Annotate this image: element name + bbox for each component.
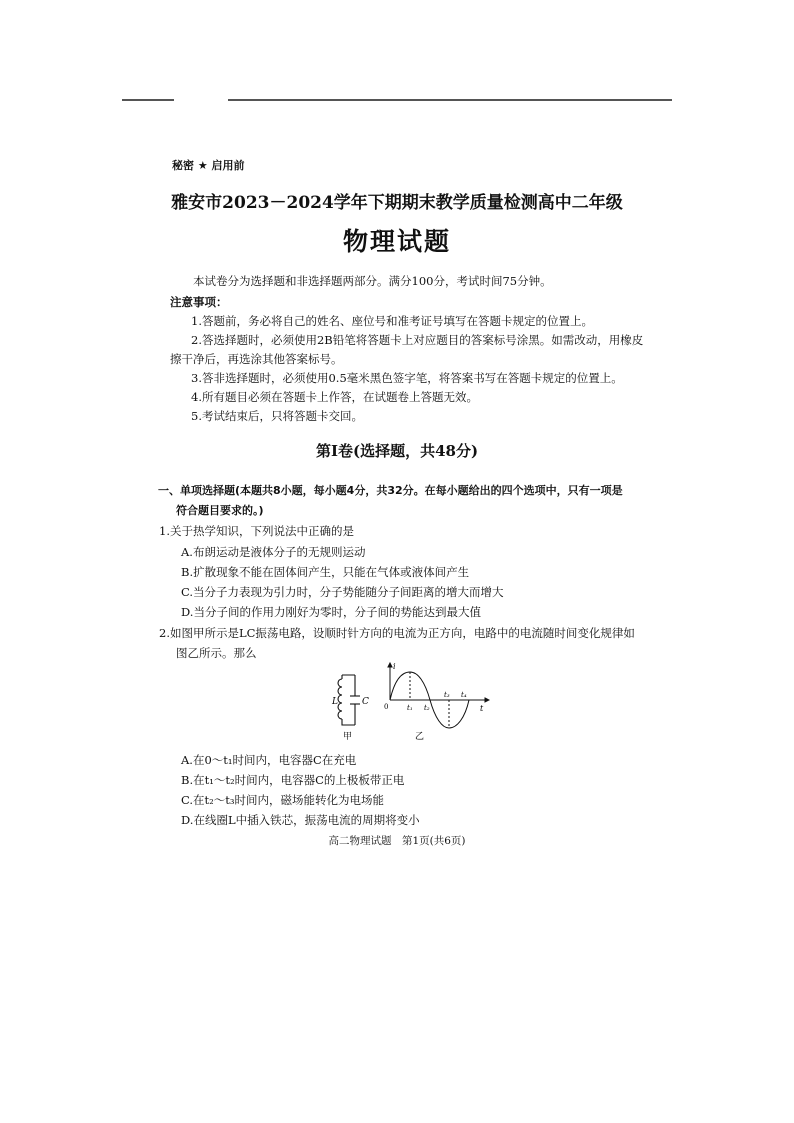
label-l: L [332,697,338,707]
q2-option-b: B.在t₁～t₂时间内，电容器C的上极板带正电 [181,773,405,787]
notes-heading: 注意事项： [170,295,228,309]
q2-stem-cont: 图乙所示。那么 [176,646,257,660]
note-item: 5.考试结束后，只将答题卡交回。 [191,409,363,423]
q2-option-d: D.在线圈L中插入铁芯，振荡电流的周期将变小 [181,813,420,827]
note-item: 2.答选择题时，必须使用2B铅笔将答题卡上对应题目的答案标号涂黑。如需改动，用橡皮 [191,333,644,347]
tick-t4: t₄ [461,691,467,699]
intro-text: 本试卷分为选择题和非选择题两部分。满分100分，考试时间75分钟。 [193,274,552,288]
q1-option-c: C.当分子力表现为引力时，分子势能随分子间距离的增大而增大 [181,585,504,599]
q1-option-b: B.扩散现象不能在固体间产生，只能在气体或液体间产生 [181,565,470,579]
tick-t1: t₁ [407,704,413,712]
axis-t-label: t [480,704,484,713]
q2-stem: 2.如图甲所示是LC振荡电路，设顺时针方向的电流为正方向，电路中的电流随时间变化规律如 [159,626,635,640]
lc-circuit-figure [330,660,490,742]
q2-option-c: C.在t₂～t₃时间内，磁场能转化为电场能 [181,793,385,807]
subject-title: 物理试题 [342,227,451,256]
q2-option-a: A.在0～t₁时间内，电容器C在充电 [181,753,357,767]
section-heading: 一、单项选择题(本题共8小题，每小题4分，共32分。在每小题给出的四个选项中，只有一项是 [158,484,623,497]
origin-label: 0 [384,703,389,711]
note-item: 1.答题前，务必将自己的姓名、座位号和准考证号填写在答题卡规定的位置上。 [191,314,593,328]
tick-t3: t₃ [444,691,450,699]
note-item: 3.答非选择题时，必须使用0.5毫米黑色签字笔，将答案书写在答题卡规定的位置上。 [191,371,623,385]
axis-i-label: i [393,662,396,671]
current-time-graph [388,663,489,728]
lc-circuit-diagram [338,675,360,725]
note-item: 4.所有题目必须在答题卡上作答，在试题卷上答题无效。 [191,390,478,404]
section-heading-cont: 符合题目要求的。) [176,504,264,517]
scan-edge-line-right [228,99,672,101]
part-title: 第Ⅰ卷(选择题，共48分) [315,442,479,460]
tick-t2: t₂ [424,704,430,712]
exam-title: 雅安市2023－2024学年下期期末教学质量检测高中二年级 [171,193,623,213]
note-item: 擦干净后，再选涂其他答案标号。 [170,352,343,366]
label-jia: 甲 [343,732,353,742]
inductor-coil [338,679,342,719]
secret-label: 秘密 ★ 启用前 [172,159,245,172]
q1-option-d: D.当分子间的作用力刚好为零时，分子间的势能达到最大值 [181,605,481,619]
t-axis-arrow [485,698,489,702]
label-c: C [362,697,369,707]
i-axis-arrow [388,663,392,667]
page-footer: 高二物理试题 第1页(共6页) [328,835,466,847]
q1-stem: 1.关于热学知识，下列说法中正确的是 [159,524,354,538]
scan-edge-line-left [122,99,174,101]
q1-option-a: A.布朗运动是液体分子的无规则运动 [181,545,366,559]
label-yi: 乙 [415,732,425,742]
